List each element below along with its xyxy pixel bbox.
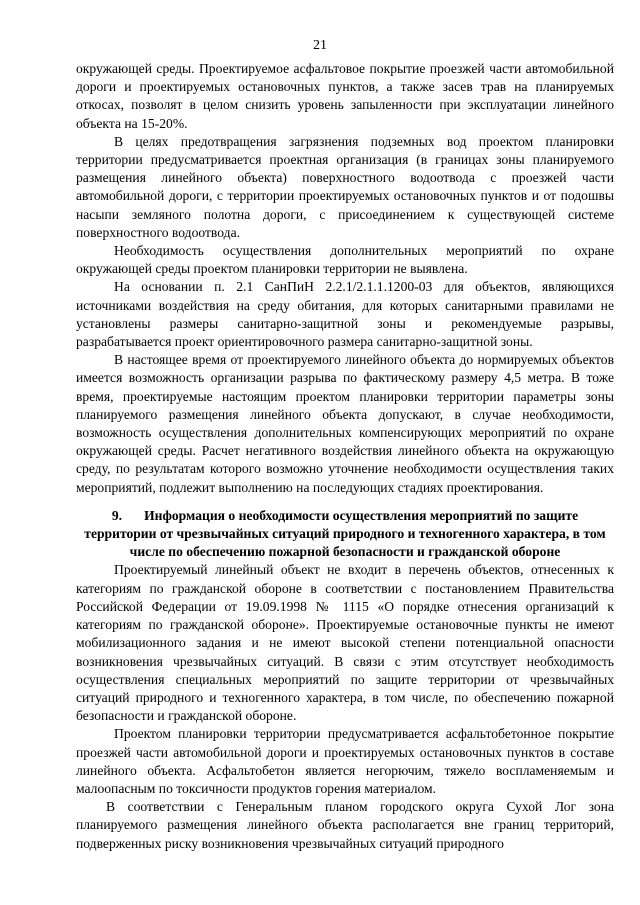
paragraph: Проектируемый линейный объект не входит в перечень объектов, отнесенных к категориям по гражданской обороне в соответствии с постановлением Правительства Российской Федерации от 19.09.1998 № 1115 «О порядке отнесения организаций к категориям по гражданской обороне». Проектируемые остановочные пункты не имеют мобилизационного задания и не имеют высокой степени потенциальной опасности возникновения чрезвычайных ситуаций. В связи с этим отсутствует необходимость осуществления специальных мероприятий по защите территории от чрезвычайных ситуаций природного и техногенного характера, в том числе, по обеспечению пожарной безопасности и гражданской обороне. [76,562,614,724]
section-number: 9. [111,507,123,523]
section-title: Информация о необходимости осуществления мероприятий по защите территории от чрезвычайных ситуаций природного и техногенного характера, в том числе по обеспечению пожарной безопасности и гражданской обороне [84,507,606,560]
spacer [76,497,614,507]
paragraph: окружающей среды. Проектируемое асфальтовое покрытие проезжей части автомобильной дороги и проектируемых остановочных пунктов, а также засев трав на планируемых откосах, позволят в целом снизить уровень запыленности при эксплуатации линейного объекта на 15-20%. [76,61,614,131]
paragraph: В целях предотвращения загрязнения подземных вод проектом планировки территории предусматривается проектная организация (в границах зоны планируемого размещения линейного объекта) поверхностного водоотвода с проезжей части автомобильной дороги, с территории проектируемых остановочных пунктов и от подошвы насыпи земляного полотна дороги, с присоединением к существующей системе поверхностного водоотвода. [76,133,614,240]
paragraph: На основании п. 2.1 СанПиН 2.2.1/2.1.1.1200-03 для объектов, являющихся источниками воздействия на среду обитания, для которых санитарными правилами не установлены размеры санитарно-защитной зоны и рекомендуемые разрывы, разрабатывается проект ориентировочного размера санитарно-защитной зоны. [76,279,614,350]
paragraph: В соответствии с Генеральным планом городского округа Сухой Лог зона планируемого размещения линейного объекта располагается вне границ территорий, подверженных риску возникновения чрезвычайных ситуаций природного [76,799,614,851]
page-number: 21 [313,38,327,53]
section-heading [76,507,614,562]
document-body [76,60,614,853]
paragraph: Проектом планировки территории предусматривается асфальтобетонное покрытие проезжей части автомобильной дороги и проектируемых остановочных пунктов в составе линейного объекта. Асфальтобетон является негорючим, тяжело воспламеняемым и малоопасным по токсичности продуктов горения материалом. [76,726,614,796]
paragraph: В настоящее время от проектируемого линейного объекта до нормируемых объектов имеется возможность организации разрыва по фактическому размеру 4,5 метра. В тоже время, проектируемые настоящим проектом планировки территории параметры зоны планируемого размещения линейного объекта допускают, в случае необходимости, возможность осуществления дополнительных компенсирующих мероприятий по охране окружающей среды. Расчет негативного воздействия линейного объекта на окружающую среду, по результатам которого возможно уточнение необходимости осуществления таких мероприятий, подлежит выполнению на последующих стадиях проектирования. [76,352,614,495]
paragraph: Необходимость осуществления дополнительных мероприятий по охране окружающей среды проектом планировки территории не выявлена. [76,243,614,277]
